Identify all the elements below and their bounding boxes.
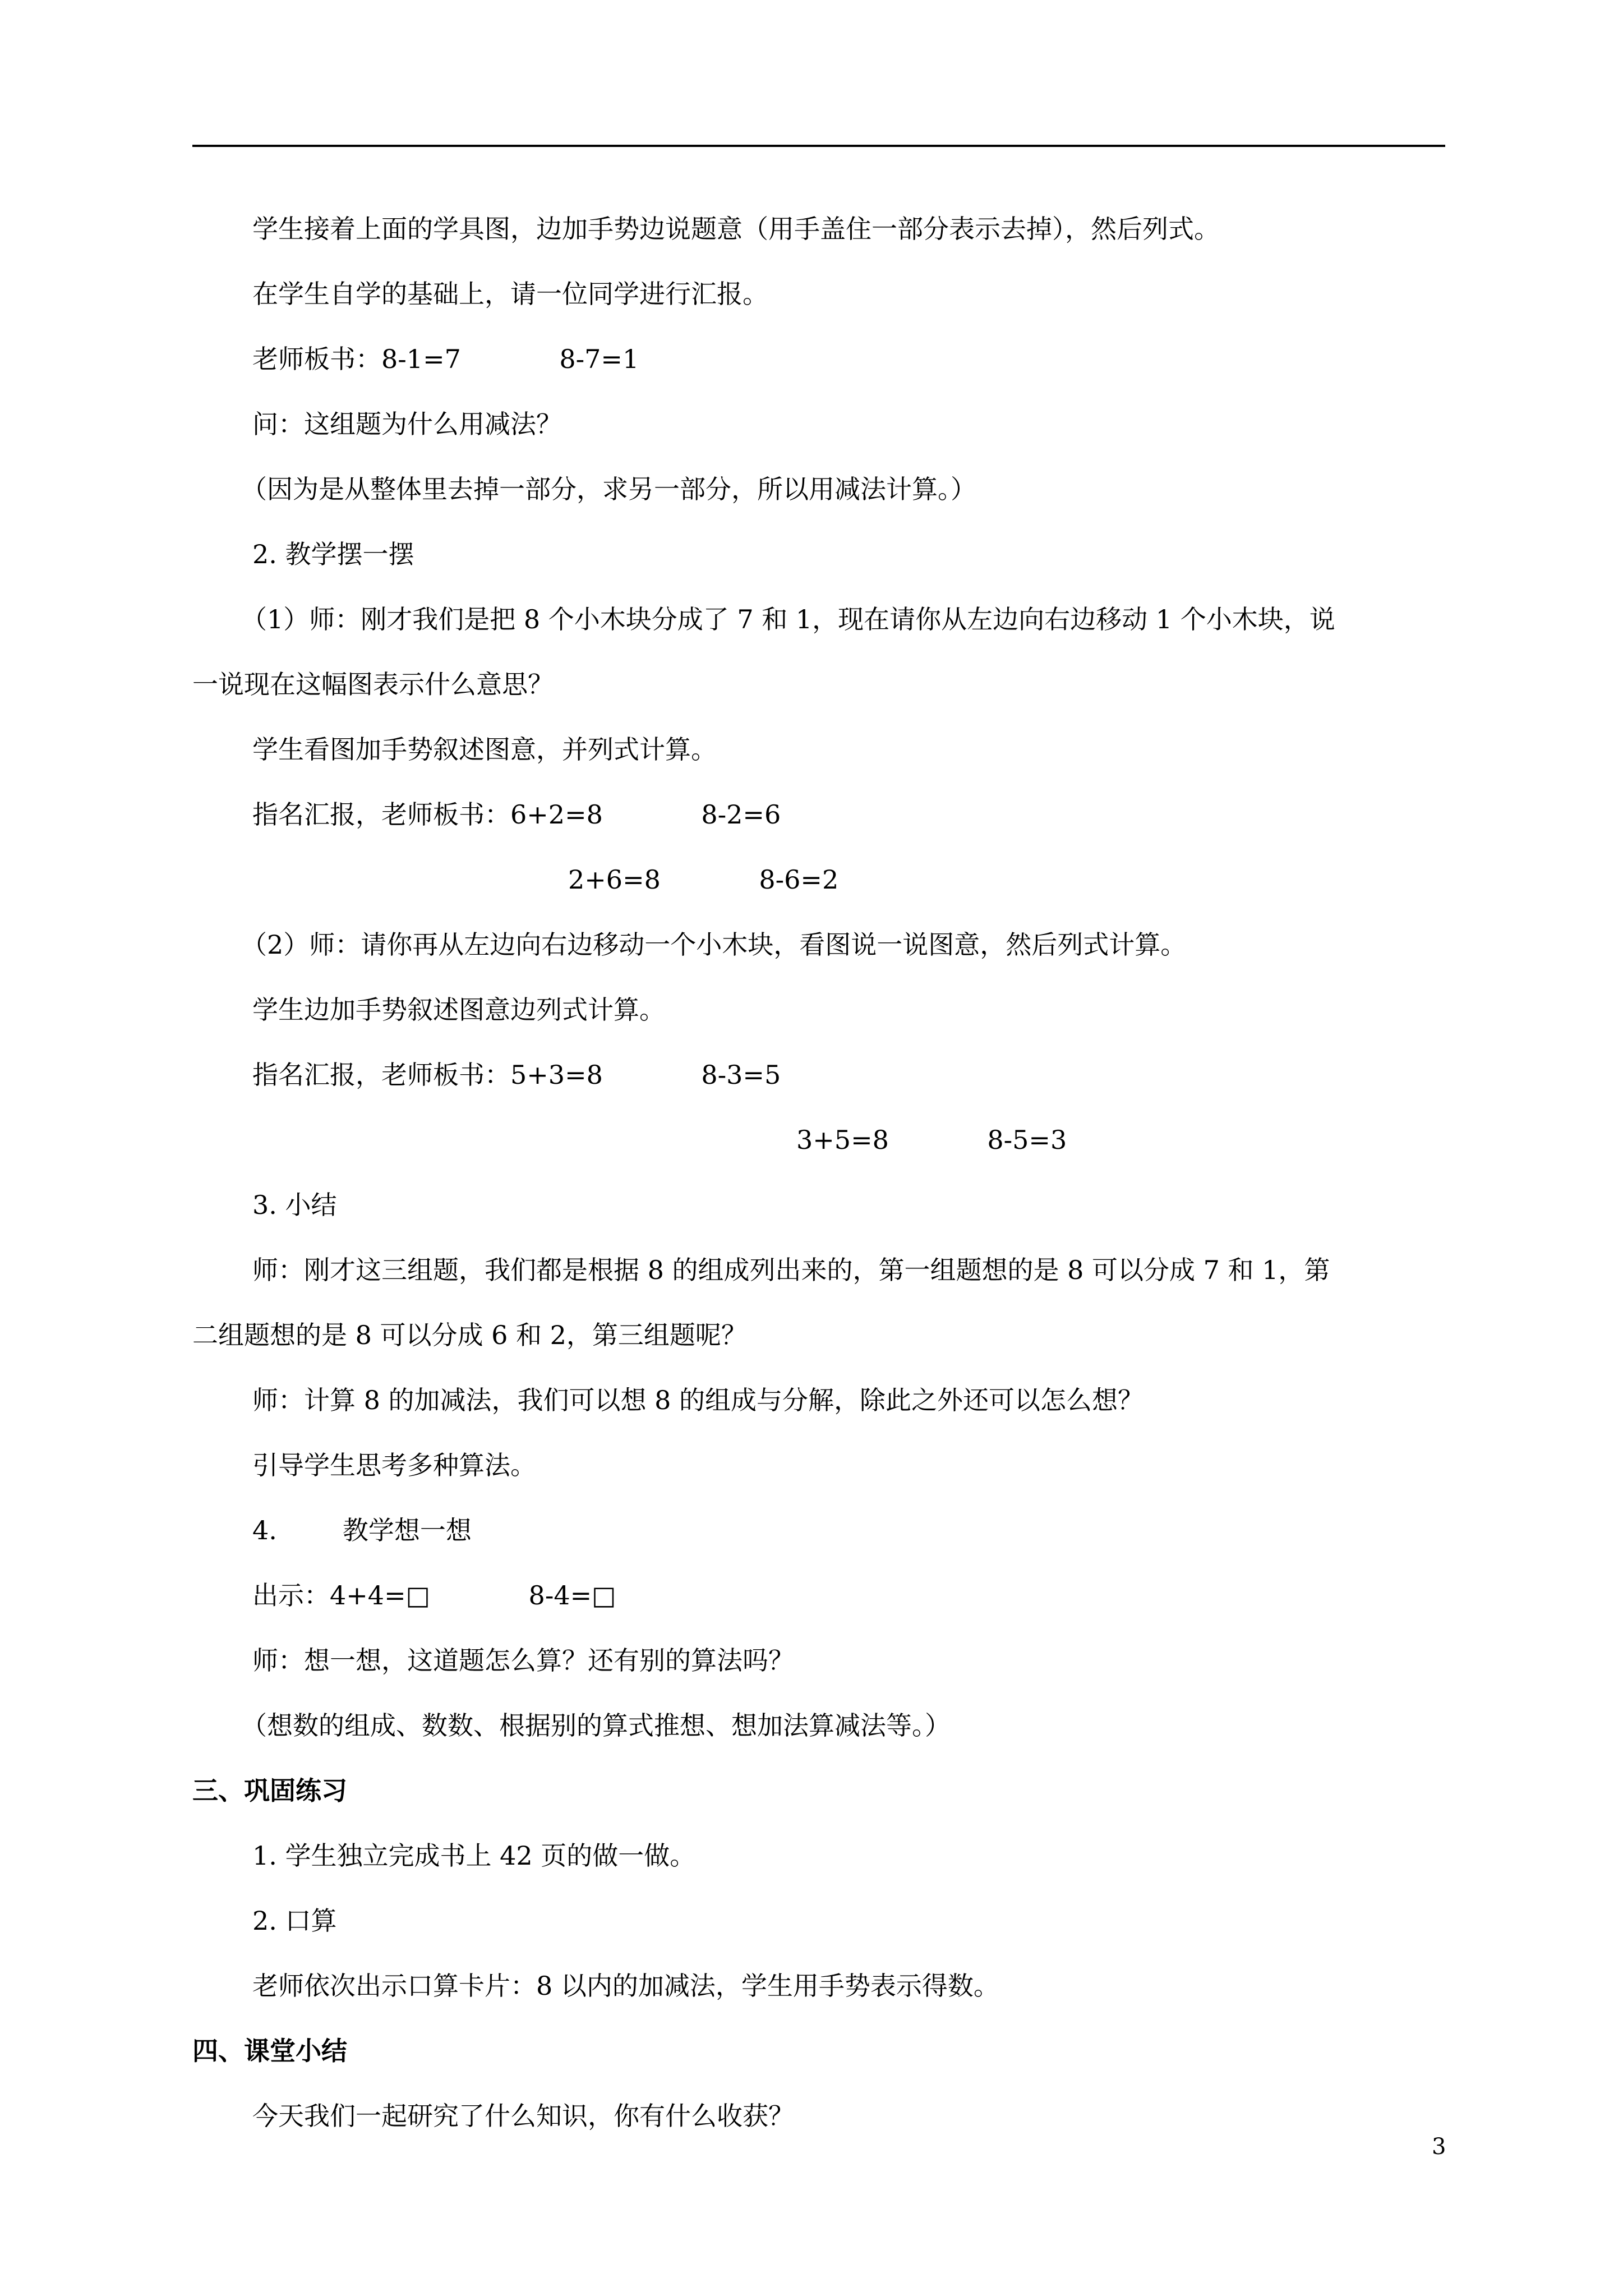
board-writing: 3+5=8 8-5=3 <box>796 1125 1067 1155</box>
board-writing: 老师板书：8-1=7 8-7=1 <box>252 344 639 374</box>
subsection-title: 3. 小结 <box>252 1190 337 1220</box>
paragraph: （2）师：请你再从左边向右边移动一个小木块，看图说一说图意，然后列式计算。 <box>241 930 1187 960</box>
paragraph: 出示：4+4=□ 8-4=□ <box>252 1580 616 1611</box>
header-rule <box>192 145 1445 147</box>
question: 问：这组题为什么用减法？ <box>252 409 562 439</box>
paragraph: 师：刚才这三组题，我们都是根据 8 的组成列出来的，第一组题想的是 8 可以分成 7 和 1，第 <box>252 1255 1330 1285</box>
answer-note: （想数的组成、数数、根据别的算式推想、想加法算减法等。） <box>241 1710 951 1741</box>
answer-note: （因为是从整体里去掉一部分，求另一部分，所以用减法计算。） <box>241 474 976 504</box>
paragraph: 学生接着上面的学具图，边加手势边说题意（用手盖住一部分表示去掉），然后列式。 <box>252 214 1220 244</box>
paragraph: 今天我们一起研究了什么知识，你有什么收获？ <box>252 2101 794 2131</box>
board-writing: 2+6=8 8-6=2 <box>568 864 839 895</box>
section-heading: 三、巩固练习 <box>192 1775 347 1806</box>
paragraph: 引导学生思考多种算法。 <box>252 1450 536 1480</box>
paragraph: 师：计算 8 的加减法，我们可以想 8 的组成与分解，除此之外还可以怎么想？ <box>252 1385 1144 1415</box>
subsection-title: 2. 口算 <box>252 1906 337 1936</box>
paragraph: 1. 学生独立完成书上 42 页的做一做。 <box>252 1841 696 1871</box>
paragraph: 二组题想的是 8 可以分成 6 和 2，第三组题呢？ <box>192 1320 747 1350</box>
page-number: 3 <box>1432 2134 1446 2160</box>
paragraph: 一说现在这幅图表示什么意思？ <box>192 669 554 700</box>
board-writing: 指名汇报，老师板书：5+3=8 8-3=5 <box>252 1060 781 1090</box>
section-heading: 四、课堂小结 <box>192 2036 347 2066</box>
subsection-title: 2. 教学摆一摆 <box>252 539 414 569</box>
paragraph: 学生边加手势叙述图意边列式计算。 <box>252 995 665 1025</box>
paragraph: 在学生自学的基础上，请一位同学进行汇报。 <box>252 279 768 309</box>
paragraph: 师：想一想，这道题怎么算？还有别的算法吗？ <box>252 1645 794 1676</box>
subsection-title: 4. 教学想一想 <box>252 1515 472 1545</box>
board-writing: 指名汇报，老师板书：6+2=8 8-2=6 <box>252 799 781 830</box>
paragraph: 老师依次出示口算卡片：8 以内的加减法，学生用手势表示得数。 <box>252 1971 999 2001</box>
paragraph: 学生看图加手势叙述图意，并列式计算。 <box>252 734 717 765</box>
paragraph: （1）师：刚才我们是把 8 个小木块分成了 7 和 1，现在请你从左边向右边移动 1 个小木块，说 <box>241 604 1335 634</box>
